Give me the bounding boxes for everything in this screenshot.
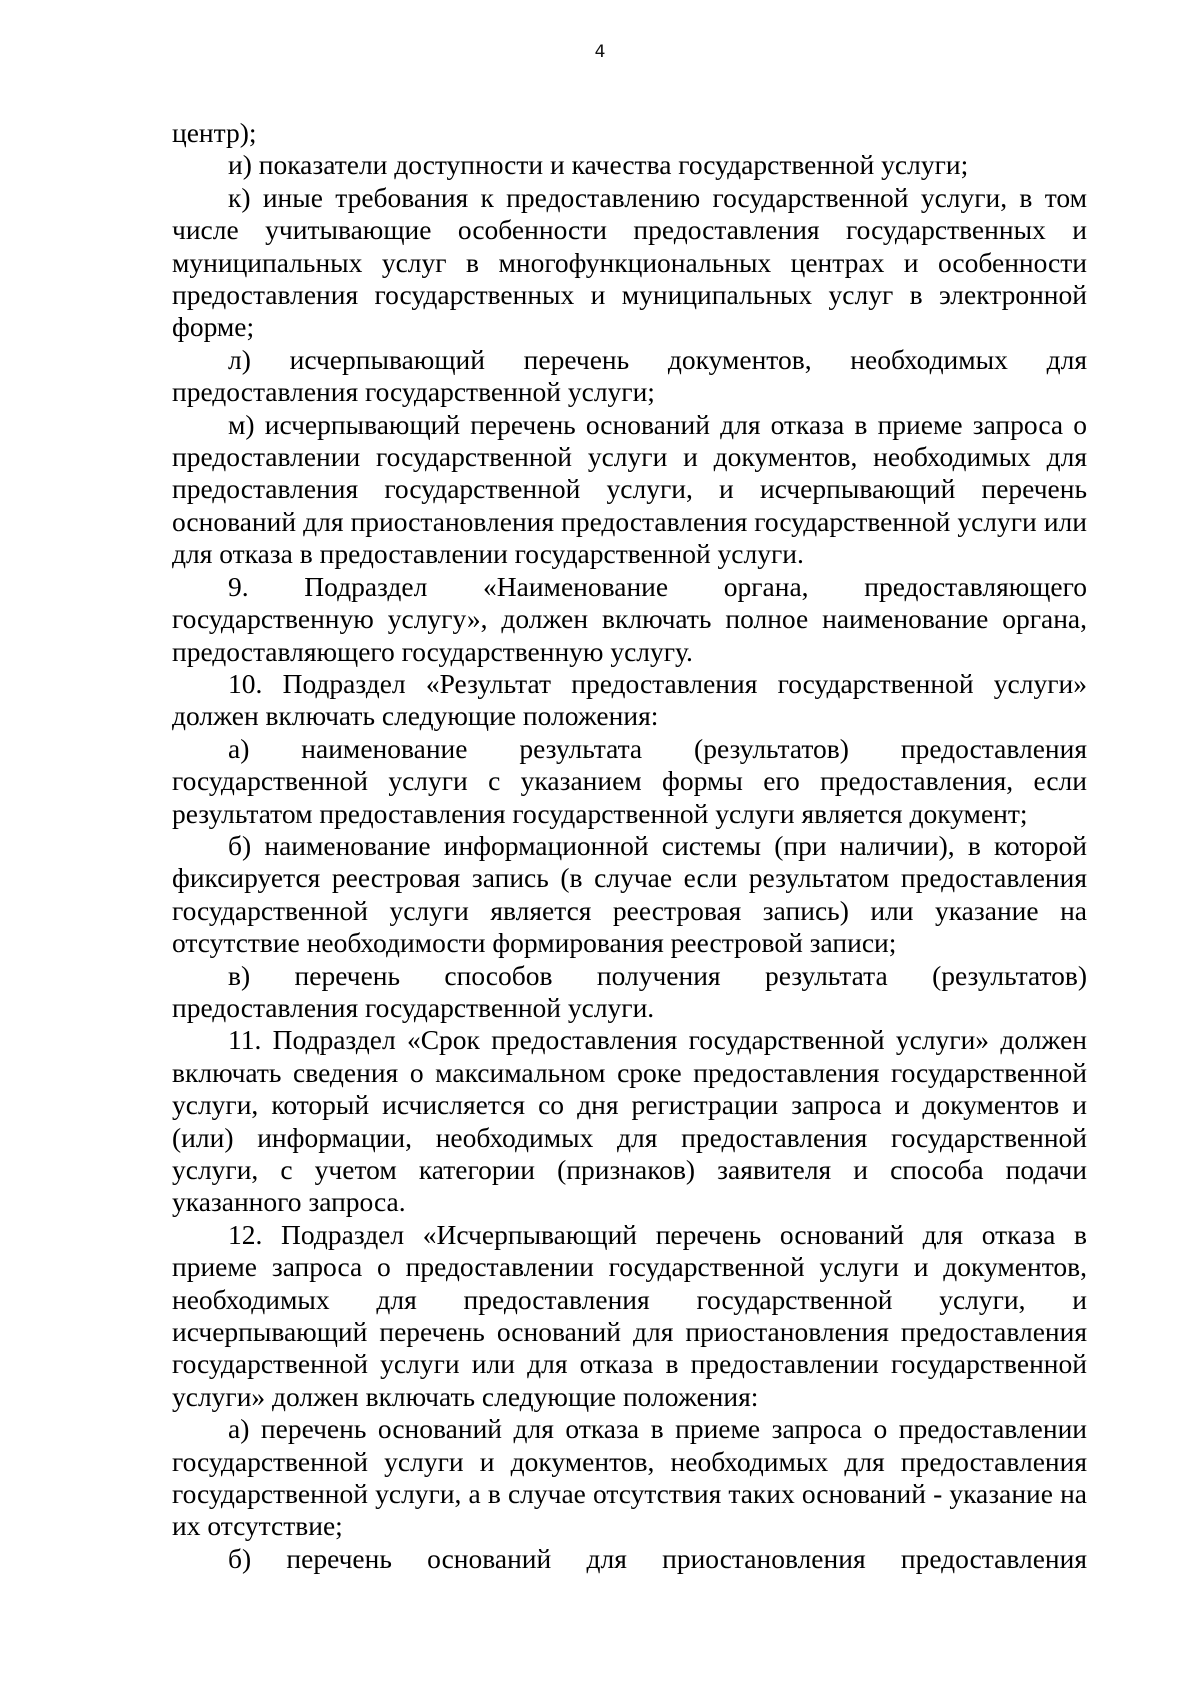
section-11: 11. Подраздел «Срок предоставления государственной услуги» должен включать сведения о максимальном сроке предоставления государственной услуги, который исчисляется со дня регистрации запроса и документов и (или) информации, необходимых для предоставления государственной услуги, с учетом категории (признаков) заявителя и способа подачи указанного запроса.	[172, 1024, 1087, 1218]
list-item-k: к) иные требования к предоставлению государственной услуги, в том числе учитывающие особенности предоставления государственных и муниципальных услуг в многофункциональных центрах и особенности предоставления государственных и муниципальных услуг в электронной форме;	[172, 181, 1087, 343]
section-12-item-a: а) перечень оснований для отказа в приеме запроса о предоставлении государственной услуги и документов, необходимых для предоставления государственной услуги, а в случае отсутствия таких оснований - указание на их отсутствие;	[172, 1413, 1087, 1542]
list-item-i: и) показатели доступности и качества государственной услуги;	[228, 149, 969, 181]
section-9: 9. Подраздел «Наименование органа, предоставляющего государственную услугу», должен включать полное наименование органа, предоставляющего государственную услугу.	[172, 570, 1087, 667]
section-10-item-v: в) перечень способов получения результата (результатов) предоставления государственной услуги.	[172, 959, 1087, 1023]
section-10-item-b: б) наименование информационной системы (при наличии), в которой фиксируется реестровая запись (в случае если результатом предоставления государственной услуги является реестровая запись) или указание на отсутствие необходимости формирования реестровой записи;	[172, 829, 1087, 959]
page-number: 4	[594, 42, 606, 62]
section-10: 10. Подраздел «Результат предоставления государственной услуги» должен включать следующие положения:	[172, 667, 1087, 732]
section-10-item-a: а) наименование результата (результатов) предоставления государственной услуги с указанием формы его предоставления, если результатом предоставления государственной услуги является документ;	[172, 732, 1087, 829]
list-item-l: л) исчерпывающий перечень документов, необходимых для предоставления государственной услуги;	[172, 343, 1087, 408]
section-12: 12. Подраздел «Исчерпывающий перечень оснований для отказа в приеме запроса о предоставлении государственной услуги и документов, необходимых для предоставления государственной услуги, и исчерпывающий перечень оснований для приостановления предоставления государственной услуги или для отказа в предоставлении государственной услуги» должен включать следующие положения:	[172, 1218, 1087, 1412]
list-item-m: м) исчерпывающий перечень оснований для отказа в приеме запроса о предоставлении государственной услуги и документов, необходимых для предоставления государственной услуги, и исчерпывающий перечень оснований для приостановления предоставления государственной услуги или для отказа в предоставлении государственной услуги.	[172, 408, 1087, 570]
document-body	[172, 117, 1087, 1575]
paragraph-continuation: центр);	[172, 117, 257, 148]
section-12-item-b: б) перечень оснований для приостановления предоставления	[228, 1542, 1087, 1574]
